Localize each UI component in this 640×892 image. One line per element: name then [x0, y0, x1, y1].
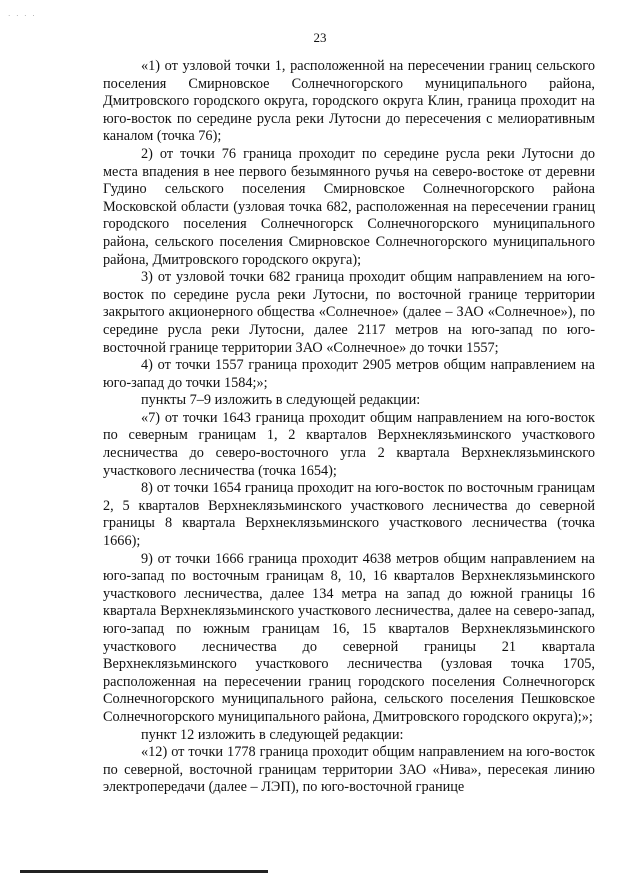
paragraph-item-7: «7) от точки 1643 граница проходит общим направлением на юго-восток по северным границам 1, 2 кварталов Верхнеклязьминского участкового лесничества до северо-восточного угла 2 квартала Верхнеклязьминского участкового лесничества (точка 1654);: [103, 409, 595, 479]
paragraph-item-1: «1) от узловой точки 1, расположенной на пересечении границ сельского поселения Смирновское Солнечногорского муниципального района, Дмитровского городского округа, городского округа Клин, граница проходит на юго-восток по середине русла реки Лутосни до пересечения с мелиоративным каналом (точка 76);: [103, 58, 595, 145]
paragraph-item-3: 3) от узловой точки 682 граница проходит общим направлением на юго-восток по середине русла реки Лутосни, по восточной границе территории закрытого акционерного общества «Солнечное» (далее – ЗАО «Солнечное»), по середине русла реки Лутосни, далее 2117 метров на юго-запад по юго-восточной границе территории ЗАО «Солнечное» до точки 1557;: [103, 269, 595, 356]
paragraph-item-9: 9) от точки 1666 граница проходит 4638 метров общим направлением на юго-запад по восточным границам 8, 10, 16 кварталов Верхнеклязьминского участкового лесничества, далее 134 метра на запад до южной границы 16 квартала Верхнеклязьминского участкового лесничества, далее на северо-запад, юго-запад по южным границам 16, 15 кварталов Верхнеклязьминского участкового лесничества до северной границы 21 квартала Верхнеклязьминского участкового лесничества (узловая точка 1705, расположенная на пересечении границ городского поселения Солнечногорск Солнечногорского муниципального района, сельского поселения Пешковское Солнечногорского муниципального района, Дмитровского городского округа);»;: [103, 550, 595, 725]
paragraph-item-12: «12) от точки 1778 граница проходит общим направлением на юго-восток по северной, восточной границам территории ЗАО «Нива», пересекая линию электропередачи (далее – ЛЭП), по юго-восточной границе: [103, 744, 595, 796]
body-text: [103, 58, 595, 797]
paragraph-item-2: 2) от точки 76 граница проходит по середине русла реки Лутосни до места впадения в нее первого безымянного ручья на северо-востоке от деревни Гудино сельского поселения Смирновское Солнечногорского района Московской области (узловая точка 682, расположенная на пересечении границ городского поселения Солнечногорск Солнечногорского муниципального района, сельского поселения Смирновское Солнечногорского муниципального района, Дмитровского городского округа);: [103, 145, 595, 268]
paragraph-item-8: 8) от точки 1654 граница проходит на юго-восток по восточным границам 2, 5 кварталов Верхнеклязьминского участкового лесничества до северной границы 8 квартала Верхнеклязьминского участкового лесничества (точка 1666);: [103, 480, 595, 550]
amendment-instruction-12: пункт 12 изложить в следующей редакции:: [141, 726, 404, 743]
paragraph-item-4: 4) от точки 1557 граница проходит 2905 метров общим направлением на юго-запад до точки 1584;»;: [103, 357, 595, 391]
page-number: 23: [313, 30, 327, 45]
bottom-edge-rule: [20, 870, 268, 873]
amendment-instruction-7-9: пункты 7–9 изложить в следующей редакции:: [141, 392, 421, 409]
scan-artifact: · · · ·: [8, 12, 37, 20]
